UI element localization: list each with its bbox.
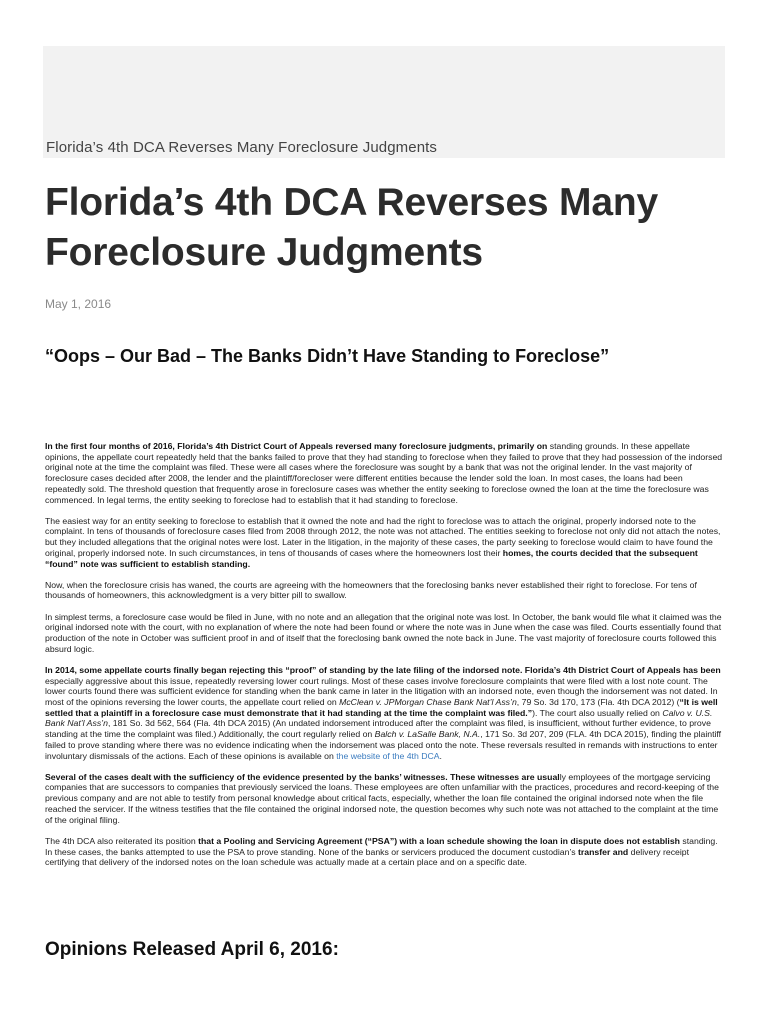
paragraph-2 — [45, 516, 723, 570]
header-banner — [43, 46, 725, 158]
paragraph-1-text: standing grounds. In these appellate opinions, the appellate court repeatedly held that the banks failed to prove that they had standing to foreclose when they failed to prove that they had possession of the indorsed original note at the time the complaint was filed. These were all cases where the foreclosure was sought by a bank that was not the original lender. In the vast majority of foreclosure cases decided after 2008, the lender and the plaintiff/forecloser were different entities because the lender sold the loan. In most cases, the loans had been repeatedly sold. The threshold question that frequently arose in foreclosure cases was whether the entity seeking to foreclose owned the loan at the time the foreclosure was commenced. In legal terms, the entity seeking to foreclose had to establish that it had standing to foreclose. — [45, 441, 723, 505]
case-citation-balch: Balch v. LaSalle Bank, N.A. — [374, 729, 481, 740]
paragraph-6 — [45, 772, 723, 826]
section-heading-opinions: Opinions Released April 6, 2016: — [45, 939, 339, 960]
article-subtitle: “Oops – Our Bad – The Banks Didn’t Have Standing to Foreclose” — [45, 346, 610, 366]
paragraph-7-text2: delivery receipt certifying that delivery of the indorsed notes on the loan schedule was actually made at a certain place and on a specific date. — [45, 846, 690, 868]
paragraph-5-part2: , 79 So. 3d 170, 173 (Fla. 4th DCA 2012) ( — [516, 697, 680, 708]
paragraph-6-text: ly employees of the mortgage servicing companies that are successors to companies that previously serviced the loans. These employees are often unfamiliar with the practices, procedures and record-keeping of the previous company and are not able to testify from personal knowledge about critical facts, especially, whether the loan file contained the original indorsed note when the file reached the servicer. If the witness testifies that the file contained the original indorsed note, the question becomes why such note was not attached to the complaint at the time of the original filing. — [45, 771, 719, 825]
paragraph-5-part4: , 181 So. 3d 562, 564 (Fla. 4th DCA 2015) (An undated indorsement introduced after the complaint was filed, is insufficient, without further evidence, to prove standing at the time the complaint was filed.) Additionally, the court regularly relied on — [45, 718, 711, 740]
paragraph-3: Now, when the foreclosure crisis has waned, the courts are agreeing with the homeowners that the foreclosing banks never established their right to foreclose. For tens of thousands of homeowners, this acknowledgment is a very bitter pill to swallow. — [45, 579, 697, 601]
paragraph-6-lead: Several of the cases dealt with the sufficiency of the evidence presented by the banks’ witnesses. These witnesses are usual — [45, 771, 560, 782]
paragraph-7-bold2: transfer and — [578, 846, 629, 857]
paragraph-5-part3: ). The court also usually relied on — [532, 707, 663, 718]
article-body — [45, 441, 723, 878]
paragraph-5-quote: “It is well settled that a plaintiff in a foreclosure case must demonstrate that it had standing at the time the complaint was filed.” — [45, 697, 718, 718]
paragraph-5-part1: especially aggressive about this issue, repeatedly reversing lower court rulings. Most of these cases involve foreclosure complaints that were filed with a lost note count. The lower courts found there was sufficient evidence for standing when the bank came in later in the litigation with an indorsed note, even though the indorsement was not dated. In most of the opinions reversing the lower courts, the appellate court relied on — [45, 675, 718, 708]
paragraph-2-text: The easiest way for an entity seeking to foreclose to establish that it owned the note and had the right to foreclose was to attach the original, properly indorsed note to the complaint. In tens of thousands of foreclosure cases filed from 2008 through 2012, the note was not attached. The entities seeking to foreclose not only did not attach the notes, but they included allegations that the original notes were lost. Later in the litigation, in the majority of these cases, the party seeking to foreclose would claim to have found the original, properly indorsed note. In such circumstances, in tens of thousands of cases where the homeowners lost their — [45, 515, 721, 558]
paragraph-7-text: standing. In these cases, the banks attempted to use the PSA to prove standing. None of the banks or servicers produced the document custodian’s — [45, 835, 718, 857]
dca-website-link[interactable]: the website of the 4th DCA — [336, 750, 440, 761]
paragraph-4: In simplest terms, a foreclosure case would be filed in June, with no note and an allegation that the original note was lost. In October, the bank would file what it claimed was the original indorsed note with the court, with no explanation of where the note had been found or where the note was in June when the case was filed. Courts essentially found that production of the note in October was sufficient proof in and of itself that the foreclosing bank owned the note back in June. The vast majority of foreclosure courts followed this absurd logic. — [45, 611, 722, 654]
case-citation-mcclean: McClean v. JPMorgan Chase Bank Nat’l Ass’n — [339, 697, 517, 708]
publish-date: May 1, 2016 — [45, 297, 112, 311]
paragraph-5-part5: , 171 So. 3d 207, 209 (FLA. 4th DCA 2015), finding the plaintiff failed to prove standing where there was no evidence indicating when the indorsement was placed onto the note. These reversals resulted in remands with instructions to enter involuntary dismissals of the actions. Each of these opinions is available on — [45, 729, 722, 761]
paragraph-2-bold: homes, the courts decided that the subsequent “found” note was sufficient to establish standing. — [45, 547, 698, 569]
paragraph-7-start: The 4th DCA also reiterated its position — [45, 835, 199, 846]
paragraph-5 — [45, 665, 723, 761]
paragraph-5-lead: In 2014, some appellate courts finally began rejecting this “proof” of standing by the late filing of the indorsed note. Florida’s 4th District Court of Appeals has been — [45, 664, 721, 675]
paragraph-5-end: . — [439, 750, 442, 761]
paragraph-7 — [45, 836, 723, 868]
paragraph-7-bold: that a Pooling and Servicing Agreement (“PSA”) with a loan schedule showing the loan in dispute does not establish — [198, 835, 680, 846]
paragraph-1 — [45, 441, 723, 505]
article-title: Florida’s 4th DCA Reverses Many Foreclosure Judgments — [45, 181, 658, 274]
banner-title: Florida’s 4th DCA Reverses Many Foreclosure Judgments — [46, 139, 438, 156]
paragraph-1-lead: In the first four months of 2016, Florida’s 4th District Court of Appeals reversed many foreclosure judgments, primarily on — [45, 441, 548, 451]
case-citation-calvo: Calvo v. U.S. Bank Nat’l Ass’n — [45, 707, 713, 729]
